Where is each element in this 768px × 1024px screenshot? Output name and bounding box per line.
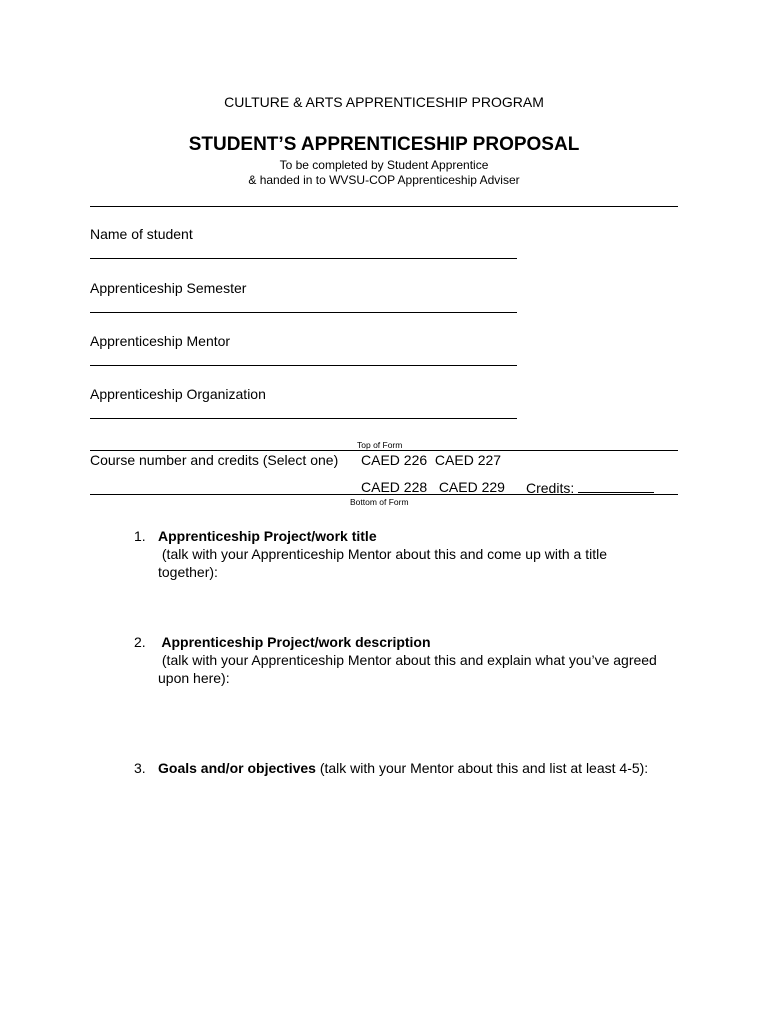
page-title: STUDENT’S APPRENTICESHIP PROPOSAL [188,134,580,155]
item-heading: Apprenticeship Project/work title [158,528,377,544]
top-of-form-marker: Top of Form [357,440,403,450]
semester-field-line[interactable] [90,312,517,313]
header-divider [90,206,678,207]
form-bottom-line [90,494,678,495]
subtitle-line-1: To be completed by Student Apprentice [279,158,489,172]
item-content [158,759,668,777]
field-label-mentor: Apprenticeship Mentor [90,333,231,349]
program-name: CULTURE & ARTS APPRENTICESHIP PROGRAM [224,94,544,110]
item-heading: Goals and/or objectives [158,760,316,776]
course-label: Course number and credits (Select one) [90,452,339,468]
field-label-name: Name of student [90,226,193,242]
item-number: 3. [134,760,146,776]
item-heading: Apprenticeship Project/work description [158,634,431,650]
course-options-row-2[interactable]: CAED 228 CAED 229 [361,479,505,495]
item-instructions: (talk with your Mentor about this and list at least 4-5): [315,760,649,776]
credits-label: Credits: [526,480,575,496]
item-instructions: (talk with your Apprenticeship Mentor about this and come up with a title together): [158,546,611,580]
field-label-organization: Apprenticeship Organization [90,386,266,402]
field-label-semester: Apprenticeship Semester [90,280,247,296]
organization-field-line[interactable] [90,418,517,419]
course-options-row-1[interactable]: CAED 226 CAED 227 [361,452,502,468]
item-number: 1. [134,528,146,544]
bottom-of-form-marker: Bottom of Form [350,497,409,507]
item-instructions: (talk with your Apprenticeship Mentor about this and explain what you’ve agreed upon here): [158,652,661,686]
mentor-field-line[interactable] [90,365,517,366]
form-top-line [90,450,678,451]
item-number: 2. [134,634,146,650]
name-field-line[interactable] [90,258,517,259]
credits-blank-line[interactable] [578,479,654,493]
subtitle-line-2: & handed in to WVSU-COP Apprenticeship Adviser [248,173,520,187]
